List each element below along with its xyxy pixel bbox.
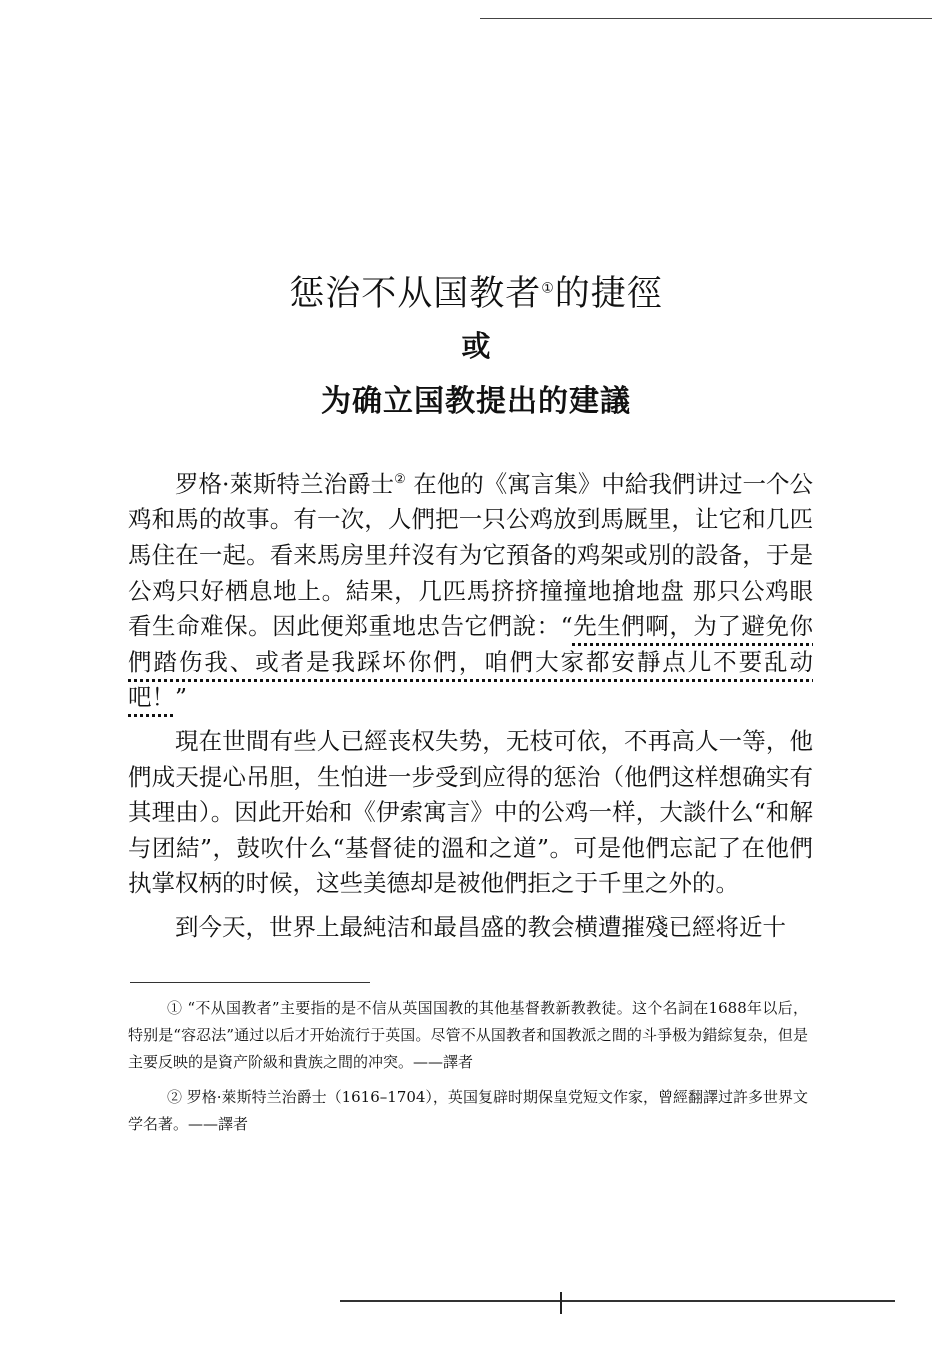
paragraph-1 (128, 462, 813, 716)
footnote-rule (130, 982, 370, 983)
footnote-1-mark: ① (167, 999, 183, 1017)
footnote-2-mark: ② (167, 1088, 183, 1106)
paragraph-1-middle: 在他的《寓言集》中給我們讲过一个公鸡和馬的故事。有一次，人們把一只公鸡放到馬厩里，让它和几匹馬住在一起。看来馬房里幷沒有为它預备的鸡架或別的設备，于是公鸡只好栖息地上。結果，几匹馬挤挤撞撞地搶地盘 那只公鸡眼看生命难保。因此便郑重地忠告它們說：“ (128, 469, 813, 641)
footnote-ref-2: ② (394, 472, 406, 487)
top-rule (480, 18, 932, 19)
emphasized-quote: 先生們啊，为了避免你們踏伤我、或者是我踩坏你們，咱們大家都安靜点儿不要乱动吧！ (128, 612, 814, 712)
title-or: 或 (461, 329, 491, 363)
footnote-1-text: “不从国教者”主要指的是不信从英国国教的其他基督教新教教徒。这个名詞在1688年以后，特别是“容忍法”通过以后才开始流行于英国。尽管不从国教者和国教派之間的斗爭极为錯綜复杂，但是主要反映的是資产阶級和貴族之間的冲突。——譯者 (128, 999, 808, 1071)
footnote-1 (128, 995, 808, 1076)
subtitle: 为确立国教提出的建議 (321, 384, 631, 419)
paragraph-1-start: 罗格·萊斯特兰治爵士 (175, 469, 395, 498)
footnote-ref-1: ① (541, 280, 555, 297)
bottom-rule (340, 1300, 895, 1302)
footnote-2 (128, 1084, 808, 1138)
title-text: 惩治不从国教者 (289, 274, 542, 314)
footnotes (128, 995, 808, 1146)
footnote-2-text: 罗格·萊斯特兰治爵士（1616–1704），英国复辟时期保皇党短文作家，曾經翻譯过許多世界文学名著。——譯者 (128, 1088, 808, 1133)
paragraph-3: 到今天，世界上最純洁和最昌盛的教会横遭摧殘已經将近十 (175, 912, 786, 941)
body-text (128, 462, 813, 954)
title-text-tail: 的捷徑 (554, 274, 663, 314)
paragraph-2: 現在世間有些人已經丧权失势，无枝可依，不再高人一等，他們成天提心吊胆，生怕进一步受到应得的惩治（他們这样想确实有其理由）。因此开始和《伊索寓言》中的公鸡一样，大談什么“和解与团結”，鼓吹什么“基督徒的溫和之道”。可是他們忘記了在他們执掌权柄的时候，这些美德却是被他們拒之于千里之外的。 (128, 726, 813, 898)
page-title (0, 266, 952, 316)
paragraph-1-end: ” (175, 683, 188, 712)
bottom-tick (560, 1292, 562, 1314)
